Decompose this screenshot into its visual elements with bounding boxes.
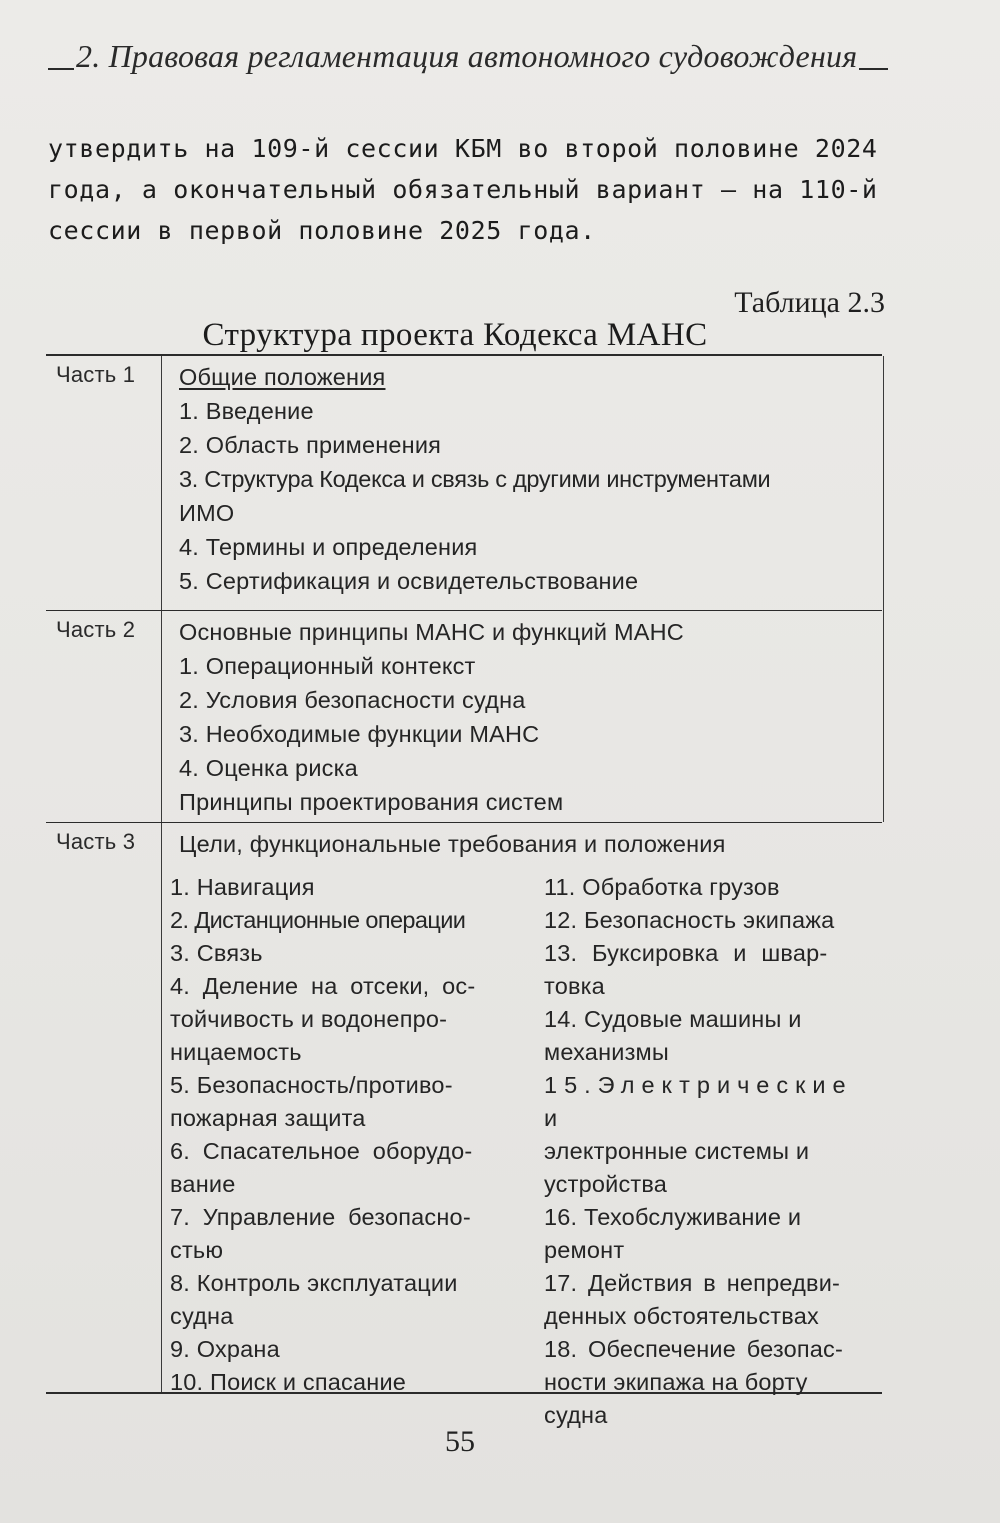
table-row-part-1 bbox=[46, 356, 882, 610]
list-item: 3. Необходимые функции МАНС bbox=[179, 721, 540, 747]
list-item: 5. Сертификация и освидетельствование bbox=[179, 568, 639, 594]
list-item: 1. Навигация bbox=[170, 874, 315, 900]
part-heading: Общие положения bbox=[179, 364, 386, 390]
list-item: 3. Связь bbox=[170, 940, 263, 966]
list-item: 18. Обеспечение безопас- bbox=[544, 1336, 844, 1362]
part-label: Часть 2 bbox=[56, 617, 136, 642]
list-item: 10. Поиск и спасание bbox=[170, 1369, 407, 1395]
list-item: 13. Буксировка и швар- bbox=[544, 940, 828, 966]
list-item: пожарная защита bbox=[170, 1105, 366, 1131]
list-item: 17. Действия в непредви- bbox=[544, 1270, 841, 1296]
table-row-part-2 bbox=[46, 610, 882, 822]
body-paragraph bbox=[48, 128, 886, 251]
page-number: 55 bbox=[445, 1425, 475, 1458]
running-title: 2. Правовая регламентация автономного судовождения bbox=[76, 38, 858, 74]
list-item: Принципы проектирования систем bbox=[179, 789, 564, 815]
list-item: стью bbox=[170, 1237, 224, 1263]
list-item: устройства bbox=[544, 1171, 668, 1197]
list-item: 9. Охрана bbox=[170, 1336, 280, 1362]
part-3-heading-cell bbox=[179, 827, 874, 861]
part-heading: Основные принципы МАНС и функций МАНС bbox=[179, 619, 684, 645]
list-item: 2. Дистанционные операции bbox=[170, 907, 466, 933]
list-item: ницаемость bbox=[170, 1039, 302, 1065]
body-line: года, а окончательный обязательный вариант – на 110-й bbox=[48, 175, 878, 204]
table-row-part-3 bbox=[46, 822, 882, 1428]
list-item: 3. Структура Кодекса и связь с другими инструментами bbox=[179, 466, 771, 492]
list-item: 1. Введение bbox=[179, 398, 314, 424]
part-label: Часть 1 bbox=[56, 362, 136, 387]
part-label: Часть 3 bbox=[56, 829, 136, 854]
list-item: вание bbox=[170, 1171, 236, 1197]
list-item: 4. Термины и определения bbox=[179, 534, 478, 560]
list-item: 8. Контроль эксплуатации bbox=[170, 1270, 458, 1296]
part-2-content bbox=[179, 615, 874, 819]
list-item: денных обстоятельствах bbox=[544, 1303, 819, 1329]
list-item: электронные системы и bbox=[544, 1138, 810, 1164]
list-item: 16. Техобслуживание и bbox=[544, 1204, 802, 1230]
table-label: Таблица 2.3 bbox=[734, 286, 885, 319]
list-item: ности экипажа на борту bbox=[544, 1369, 808, 1395]
list-item: 12. Безопасность экипажа bbox=[544, 907, 835, 933]
table-right-border bbox=[883, 356, 884, 822]
list-item: 4. Оценка риска bbox=[179, 755, 358, 781]
list-item: 7. Управление безопасно- bbox=[170, 1204, 471, 1230]
list-item: судна bbox=[170, 1303, 234, 1329]
part-heading: Цели, функциональные требования и положения bbox=[179, 831, 726, 857]
structure-table bbox=[46, 354, 882, 1428]
list-item: 2. Условия безопасности судна bbox=[179, 687, 526, 713]
list-item: товка bbox=[544, 973, 605, 999]
table-title: Структура проекта Кодекса МАНС bbox=[202, 317, 708, 353]
part-3-left-column bbox=[170, 871, 514, 1399]
list-item: ИМО bbox=[179, 500, 235, 526]
list-item: тойчивость и водонепро- bbox=[170, 1006, 448, 1032]
list-item: 2. Область применения bbox=[179, 432, 442, 458]
list-item: 15.Электрические и bbox=[544, 1072, 853, 1131]
body-line: утвердить на 109-й сессии КБМ во второй половине 2024 bbox=[48, 134, 878, 163]
list-item: 4. Деление на отсеки, ос- bbox=[170, 973, 476, 999]
list-item: 14. Судовые машины и bbox=[544, 1006, 802, 1032]
header-rule-left bbox=[48, 68, 74, 70]
body-line: сессии в первой половине 2025 года. bbox=[48, 216, 596, 245]
list-item: ремонт bbox=[544, 1237, 625, 1263]
list-item: судна bbox=[544, 1402, 608, 1428]
running-header bbox=[48, 38, 888, 75]
part-3-right-column bbox=[544, 871, 882, 1432]
header-rule-right bbox=[859, 68, 888, 70]
list-item: 1. Операционный контекст bbox=[179, 653, 476, 679]
part-1-content bbox=[179, 360, 874, 598]
list-item: 11. Обработка грузов bbox=[544, 874, 780, 900]
list-item: механизмы bbox=[544, 1039, 669, 1065]
list-item: 6. Спасательное оборудо- bbox=[170, 1138, 473, 1164]
list-item: 5. Безопасность/противо- bbox=[170, 1072, 453, 1098]
